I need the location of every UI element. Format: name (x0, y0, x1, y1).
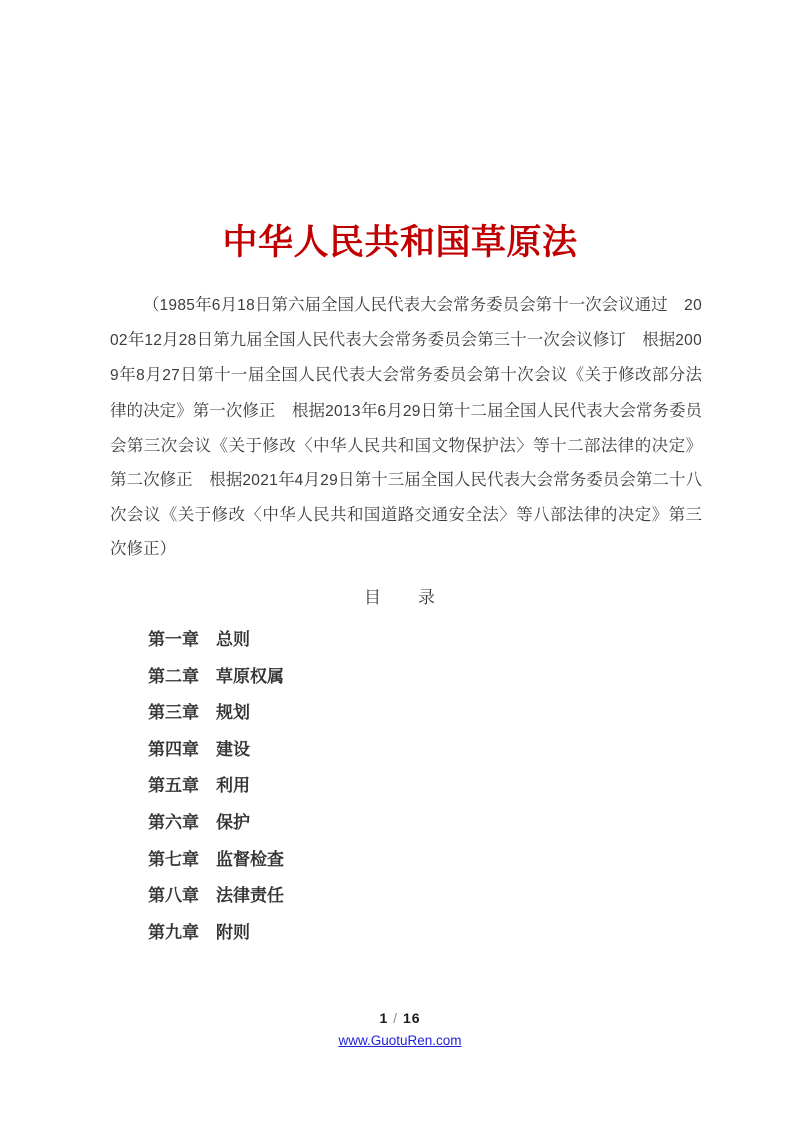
chapter-title: 规划 (216, 703, 250, 723)
chapter-title: 利用 (216, 776, 250, 796)
chapter-number: 第四章 (148, 739, 199, 759)
chapter-number: 第三章 (148, 703, 199, 723)
source-website-link[interactable]: www.GuotuRen.com (338, 1033, 462, 1048)
preamble-number: 6 (211, 297, 221, 314)
chapter-title: 法律责任 (216, 886, 284, 906)
preamble-number: 29 (320, 472, 339, 490)
preamble-number: 28 (178, 332, 197, 350)
preamble-number: 2002 (110, 297, 703, 350)
preamble-number: 2021 (242, 472, 279, 490)
chapter-number: 第一章 (148, 630, 199, 649)
chapter-title: 保护 (216, 812, 250, 832)
page-indicator (0, 1008, 800, 1028)
toc-item-chapter-7[interactable] (148, 842, 708, 879)
chapter-number: 第二章 (148, 666, 199, 686)
preamble-number: 8 (136, 367, 146, 385)
preamble-number: 2013 (325, 402, 361, 420)
preamble-number: 27 (162, 367, 181, 385)
chapter-number: 第九章 (148, 922, 199, 942)
chapter-number: 第八章 (148, 886, 199, 906)
toc-item-chapter-3[interactable] (148, 695, 708, 732)
document-title: 中华人民共和国草原法 (222, 223, 578, 263)
chapter-title: 总则 (216, 630, 250, 649)
preamble-number: 29 (402, 402, 421, 420)
preamble-number: 4 (294, 472, 304, 490)
chapter-number: 第五章 (148, 776, 199, 796)
chapter-number: 第七章 (148, 849, 199, 869)
preamble-number: 18 (237, 297, 255, 314)
table-of-contents-list (148, 622, 708, 951)
preamble-number: 1985 (159, 297, 196, 314)
toc-item-chapter-5[interactable] (148, 768, 708, 805)
chapter-title: 建设 (216, 739, 250, 759)
chapter-title: 草原权属 (216, 666, 284, 686)
preamble-paragraph: （1985年6月18日第六届全国人民代表大会常务委员会第十一次会议通过 2002年12月28日第九届全国人民代表大会常务委员会第三十一次会议修订 根据2009年8月27日第十一届全国人民代表大会常务委员会第十次会议《关于修改部分法律的决定》第一次修正 根据2013年6月29日第十二届全国人民代表大会常务委员会第三次会议《关于修改〈中华人民共和国文物保护法〉等十二部法律的决定》第二次修正 根据2021年4月29日第十三届全国人民代表大会常务委员会第二十八次会议《关于修改〈中华人民共和国道路交通安全法〉等八部法律的决定》第三次修正） (110, 295, 703, 559)
chapter-title: 监督检查 (216, 849, 284, 869)
page-footer (0, 1008, 800, 1050)
total-page-count: 16 (402, 1010, 421, 1026)
toc-item-chapter-2[interactable] (148, 659, 708, 696)
preamble-number: 6 (377, 402, 387, 420)
toc-item-chapter-4[interactable] (148, 732, 708, 769)
toc-item-chapter-1[interactable] (148, 622, 708, 659)
current-page-number: 1 (379, 1010, 389, 1026)
toc-item-chapter-6[interactable] (148, 805, 708, 842)
preamble-number: 12 (144, 332, 163, 350)
toc-item-chapter-8[interactable] (148, 878, 708, 915)
preamble-number: 2009 (110, 332, 703, 385)
toc-item-chapter-9[interactable] (148, 915, 708, 952)
page-separator: / (388, 1010, 403, 1026)
table-of-contents-heading: 目 录 (364, 588, 436, 607)
chapter-number: 第六章 (148, 812, 199, 832)
chapter-title: 附则 (216, 922, 250, 942)
